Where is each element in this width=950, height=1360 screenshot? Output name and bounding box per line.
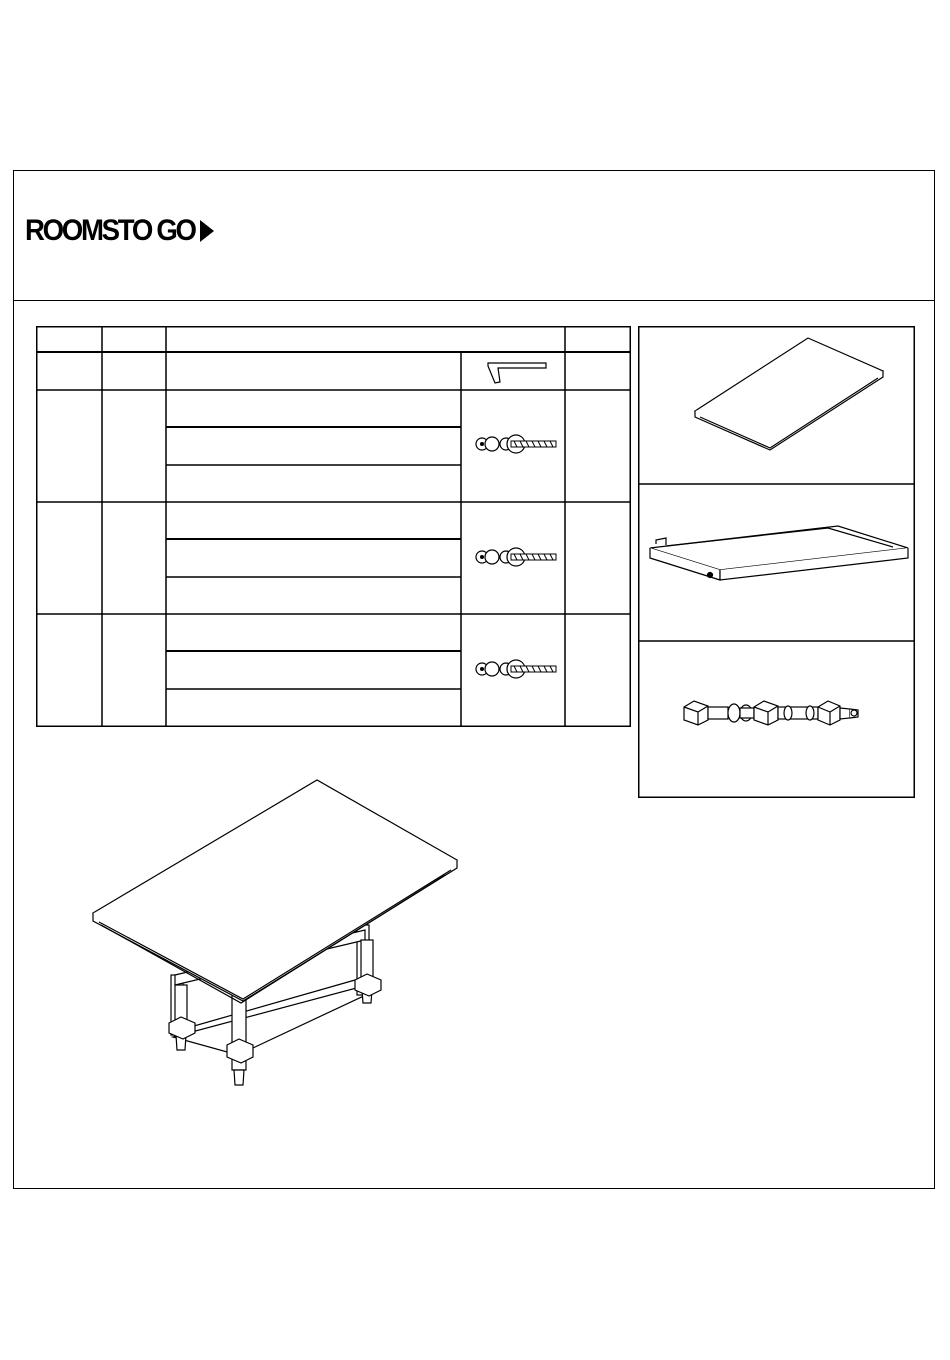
hardware-table-grid: [36, 326, 631, 727]
allen-key-icon: [488, 363, 546, 383]
hardware-table: [36, 326, 631, 727]
assembled-table-icon: [85, 775, 470, 1095]
turned-leg-icon: [684, 701, 858, 725]
parts-panel-grid: [638, 326, 915, 798]
assembled-table: [85, 775, 470, 1095]
shelf-frame-icon: [650, 526, 908, 580]
table-top-icon: [695, 338, 883, 450]
bolt-washer-icon: [476, 548, 556, 566]
parts-panel: [638, 326, 915, 798]
brand-logo: ROOMSTO GO: [25, 214, 195, 247]
bolt-washer-icon: [476, 660, 556, 678]
bolt-washer-icon: [476, 435, 556, 453]
triangle-right-icon: [200, 220, 214, 242]
